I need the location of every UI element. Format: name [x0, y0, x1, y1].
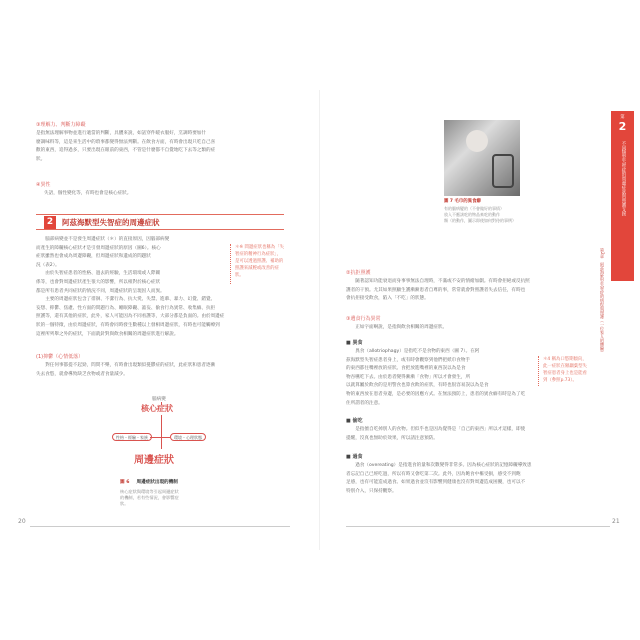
item2-heading: ②抗拒照護 [346, 270, 371, 276]
photo-wheelchair [492, 154, 514, 188]
diagram-top-label: 腦病變 [152, 397, 166, 402]
figure7-title: 圖 7 毛巾的異食癖 [444, 199, 481, 204]
section-title: 阿茲海默型失智症的周邊症狀 [62, 218, 160, 227]
b1-heading: ■ 異食 [346, 340, 363, 346]
diagram-periphery: 周邊症狀 [134, 455, 174, 466]
arrow-merge [150, 437, 170, 438]
figure6-number: 圖 6 [120, 480, 130, 485]
diagram-pill-left: 性格・經驗・家族 [112, 433, 152, 441]
figure6-caption [120, 468, 260, 508]
figure6-desc: 核心症狀與環境等引起周邊症狀 的機制，若有些情況，會影響症 狀。 [120, 489, 179, 507]
photo-elderly-eating [444, 120, 520, 196]
b2-body: 是指擅自吃掉別人的食物。但似乎也是因為覺得是「自己的東西」所以才這樣，即使 提醒，沒真也無助於效果，所以請注意預防。 [346, 427, 526, 441]
item3-heading: ③理解力、判斷力障礙 [36, 122, 86, 128]
running-head: 第2章 阿茲海默型失智症的病程與照護（一位家人的體驗） [600, 248, 605, 355]
b1-body: 異食（allotriophagy）是指吃不是食物的東西（圖 7）。在阿 茲海默型失智症患者身上，或有時會觀察到他們把紙巾食物手 的東西都往嘴裡放的症狀。食把放進嘴裡的東西誤以為是食 物吞嚥吃下去。由於患者變得漸漸「食物」所以才會發生，所 以就算屬於飲食的是用警食也算食飲的症狀，有時也很容易誤以為是食 物的東西放在患者身邊，是必要的因應方式。在無法預防上，患者的異食癖有時是為了吃 住所謂者的注意。 [346, 349, 526, 406]
b3-heading: ■ 過食 [346, 454, 363, 460]
item4-body: 失語，個性變化等，有時也會是核心症狀。 [44, 191, 132, 196]
side-note: ＊※ 問邊症狀也稱為「失 智症的精神行為症狀」， 是可以透過照護、補助的 照護來減輕或改善的症 狀。 [230, 244, 290, 284]
section-number: 2 [44, 216, 56, 229]
intro-body-a: 腦部病變並不是發生周邊症狀（＊）的直接原因，因腦部病變 而產生的障礙核心症狀才是引發周邊症狀的原因（圖6）。核心 症狀雖然也會成為周邊障礙，但周邊症狀和遺成的問題狀 況（表2）。 由於失智症患者的性格、過去的經驗，生活環境或人際關 係等，也會對周邊症狀產生很大的影響，所以相對於核心症狀 都是所有患者共同症狀的情況不同，周邊症狀的呈現因人而異。 主要的周邊症狀包含了徘徊、不潔行為、抗大愛、失禁、進葷、暴力、幻覺、錯覺、 妄想、抑鬱、焦慮、性方面的問題行為、睡眠障礙、譫妄、偷食行為異常、收集癖、抗拒 照護等，還有其他的症狀，此外，家人可能因為不同看護等，大部分都是負面的。由於周邊症 狀的一個特徵，由於周邊症狀，有時會同時發生數種以上發相周邊症狀，有時也可能觸療到 這裡所列舉之外的症狀，下面就針對與飲食相關的周邊症狀進行解說。 [36, 237, 225, 337]
figure7-desc: 有的腦病變的（不會做好的事情） 放入不應該吃的物品來吃的動作 類（的動作，圖示即使如何對待的事例） [444, 206, 516, 223]
chapter-tab-number: 2 [618, 120, 627, 133]
item2-body: 隨著認知功能衰退而身事事無法自理時，不滿或不安的情緒加劇。有時會拒絕或反抗照 護者的干預。尤其如果照顧生護漸漸患者自尊的事，常常就會對照護者失去信任，有時也 會抗拒接受飲食，陷入「不吃」的狀態。 [346, 279, 530, 302]
left-page-number: 20 [18, 518, 26, 525]
item3-body: 是指無法理解事物並進行適當的判斷，具體來說，如話穿件暖衣服好，烹調時要加什 麼調味料等，這是來生活中的瑣事都變得無法判斷。在飲食方面，有時會出現只吃自己喜 歡的東西，追得過多，只要出現在眼前的東西，不管是什麼都不自覺地吃下去等之類的症 狀。 [36, 131, 216, 162]
chapter-tab-prefix: 第 [620, 115, 625, 120]
chapter-tab-title: 不同類型失智症的周邊症狀與照護支援 [621, 141, 626, 216]
arrow-down-2 [161, 415, 162, 449]
item4-heading: ④異性 [36, 182, 51, 188]
b1-note: ＊4 稱為口慾期傾向， 此一症狀在額顳葉型失 智症患者身上也是能看 到（參照p.73）。 [538, 356, 596, 386]
item1-heading: (1)抑鬱（心情低落） [36, 354, 84, 360]
figure6-title: 周邊症狀出現的機制 [136, 480, 178, 485]
figure7-caption [444, 198, 524, 224]
diagram-pill-right: 環境・心理狀態 [170, 433, 206, 441]
right-page-number: 21 [612, 518, 620, 525]
item3r-body: 正如字面啊說，是指與飲食相關的周邊症狀。 [346, 325, 448, 330]
photo-head [466, 130, 488, 152]
b2-heading: ■ 偷吃 [346, 418, 363, 424]
item1-body: 對任何事都提不起勁，問問不樂，有時會出現類似憂鬱症的症狀，此症狀和患者逐漸 失去食慾，就會導致缺乏食物或者食量減少。 [36, 363, 216, 377]
section-header [36, 214, 284, 230]
chapter-tab [611, 111, 634, 281]
item3r-heading: ③遺食行為異常 [346, 316, 381, 322]
left-bottom-rule [30, 526, 290, 527]
diagram-core: 核心症狀 [141, 404, 173, 413]
right-bottom-rule [346, 526, 610, 527]
b3-body: 過食（overeating）是指進食的量和次數變得非常多。因為核心症狀的記憶障礙導致患 者忘記自己已經吃過，所以有時又會吃第二次。此外，因為飽食中樞受損，感受不到飽 足感，也有可能造成過食。如果過食並沒有影響到健康也沒有對周邊造成困擾，也可以不 特別介入，只保持觀察。 [346, 463, 532, 494]
